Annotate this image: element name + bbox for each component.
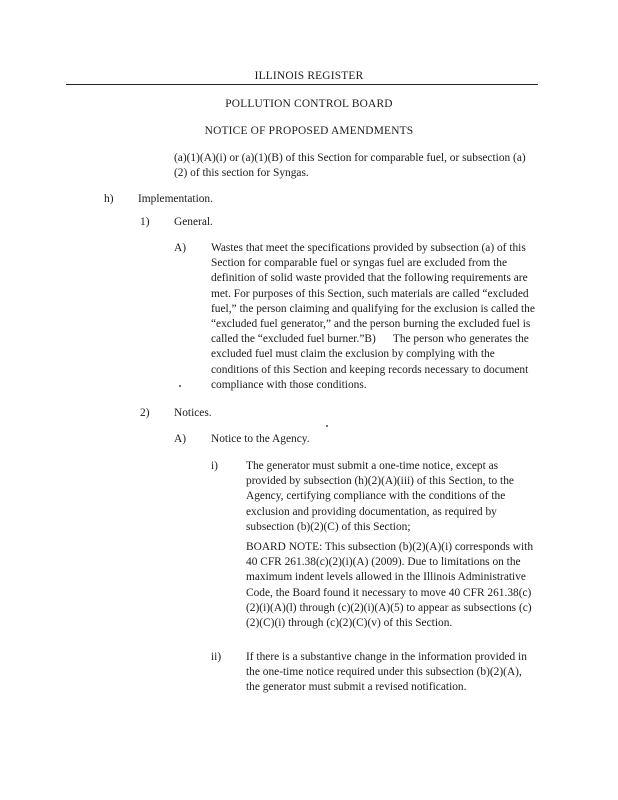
register-title: ILLINOIS REGISTER <box>254 70 364 82</box>
item-i-paragraph: The generator must submit a one-time notice, except as provided by subsection (h)(2)(A)(iii) of this Section, to the Agency, certifying compliance with the conditions of the exclusion and providing documentation, as required by subsection (b)(2)(C) of this Section; <box>246 460 514 533</box>
subsection-h2A-heading: Notice to the Agency. <box>211 433 310 445</box>
subsection-h1-heading: General. <box>174 216 213 228</box>
notice-title: NOTICE OF PROPOSED AMENDMENTS <box>204 125 414 137</box>
subsection-h1-label: 1) <box>140 216 150 228</box>
subsection-h1A-label: A) <box>174 242 187 254</box>
scan-speck <box>326 425 328 427</box>
subsection-h2-label: 2) <box>140 407 150 419</box>
subsection-h2A-label: A) <box>174 433 187 445</box>
subsection-h1A-paragraph: Wastes that meet the specifications provided by subsection (a) of this Section for comparable fuel or syngas fuel are excluded from the definition of solid waste provided that the following requirements are met. For purposes of this Section, such materials are called “excluded fuel,” the person claiming and qualifying for the exclusion is called the “excluded fuel generator,” and the person burning the excluded fuel is called the “excluded fuel burner.”B) The person who generates the excluded fuel must claim the exclusion by complying with the conditions of this Section and keeping records necessary to document compliance with those conditions. <box>211 242 535 391</box>
item-ii-paragraph: If there is a substantive change in the information provided in the one-time notice required under this subsection (b)(2)(A), the generator must submit a revised notification. <box>246 651 527 694</box>
board-note-paragraph: BOARD NOTE: This subsection (b)(2)(A)(i) corresponds with 40 CFR 261.38(c)(2)(i)(A) (2009). Due to limitations on the maximum indent levels allowed in the Illinois Administrative Code, the Board found it necessary to move 40 CFR 261.38(c)(2)(i)(A)(l) through (c)(2)(i)(A)(5) to appear as subsections (c)(2)(C)(i) through (c)(2)(C)(v) of this Section. <box>246 541 534 630</box>
subsection-h-label: h) <box>104 193 114 205</box>
scan-speck <box>179 385 181 387</box>
subsection-h-heading: Implementation. <box>138 193 213 205</box>
item-ii-label: ii) <box>211 651 222 663</box>
agency-title: POLLUTION CONTROL BOARD <box>225 98 393 110</box>
continuation-paragraph: (a)(1)(A)(i) or (a)(1)(B) of this Section for comparable fuel, or subsection (a)(2) of this section for Syngas. <box>174 152 526 180</box>
item-i-label: i) <box>211 460 218 472</box>
subsection-h2-heading: Notices. <box>174 407 212 419</box>
header-rule <box>66 84 538 85</box>
